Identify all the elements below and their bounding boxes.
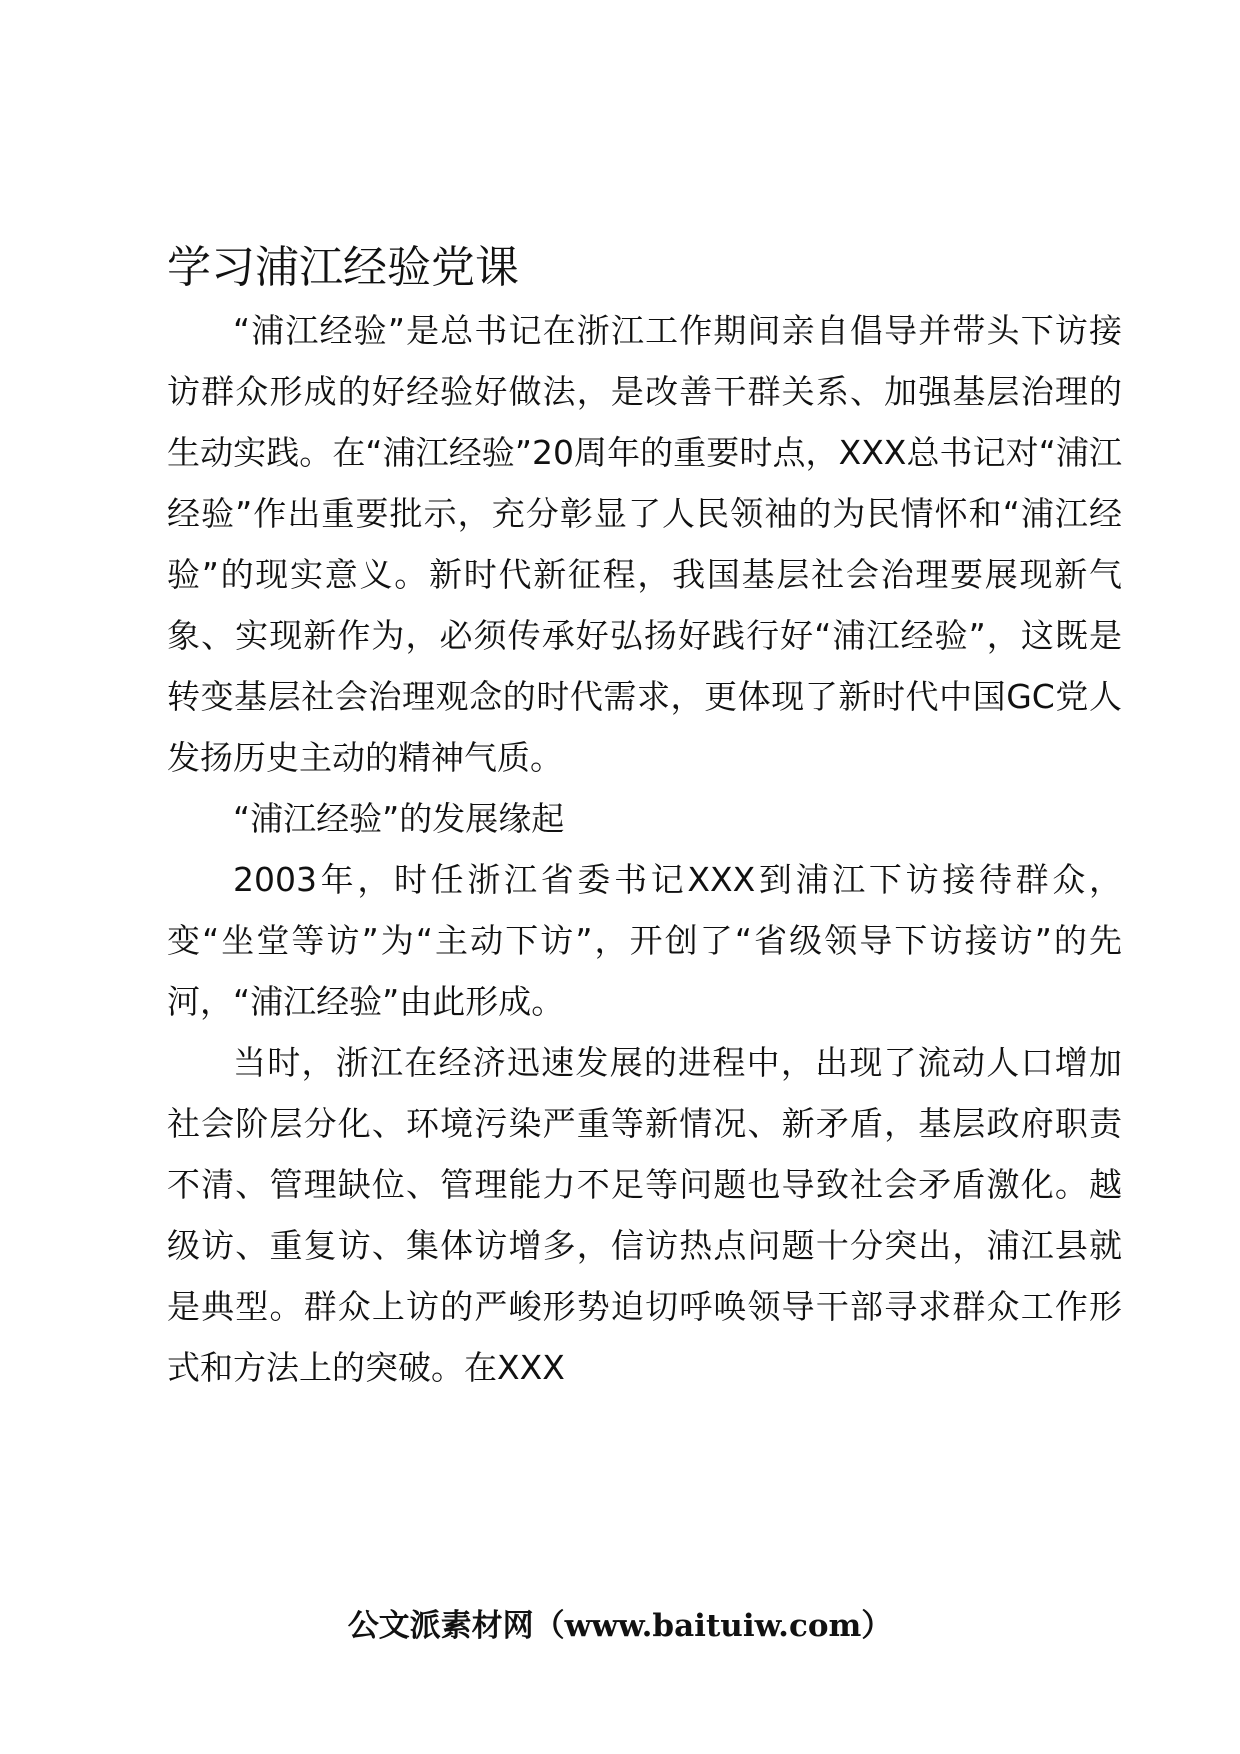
document-title: 学习浦江经验党课 — [167, 242, 519, 293]
footer-watermark: 公文派素材网（www.baituiw.com） — [347, 1608, 893, 1644]
paragraph-intro: “浦江经验”是总书记在浙江工作期间亲自倡导并带头下访接访群众形成的好经验好做法，是改善干群关系、加强基层治理的生动实践。在“浦江经验”20周年的重要时点，XXX总书记对“浦江经验”作出重要批示，充分彰显了人民领袖的为民情怀和“浦江经验”的现实意义。新时代新征程，我国基层社会治理要展现新气象、实现新作为，必须传承好弘扬好践行好“浦江经验”，这既是转变基层社会治理观念的时代需求，更体现了新时代中国GC党人发扬历史主动的精神气质。 — [167, 311, 1122, 777]
document-body — [167, 238, 1122, 1398]
paragraph-background: 当时，浙江在经济迅速发展的进程中，出现了流动人口增加社会阶层分化、环境污染严重等新情况、新矛盾，基层政府职责不清、管理缺位、管理能力不足等问题也导致社会矛盾激化。越级访、重复访、集体访增多，信访热点问题十分突出，浦江县就是典型。群众上访的严峻形势迫切呼唤领导干部寻求群众工作形式和方法上的突破。在XXX — [167, 1043, 1122, 1387]
paragraph-2003: 2003年，时任浙江省委书记XXX到浦江下访接待群众，变“坐堂等访”为“主动下访”，开创了“省级领导下访接访”的先河，“浦江经验”由此形成。 — [167, 860, 1122, 1021]
section-heading-origin: “浦江经验”的发展缘起 — [233, 799, 565, 838]
